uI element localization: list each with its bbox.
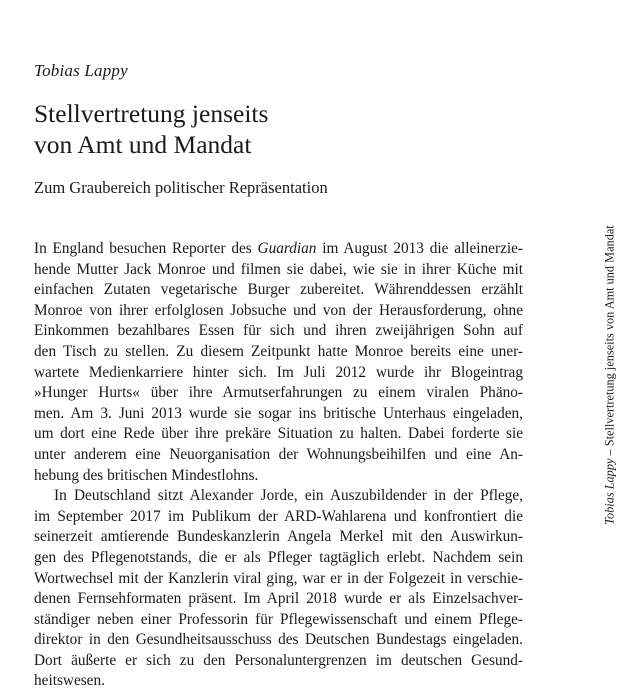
- text-span: im August 2013 die alleinerzie-: [316, 240, 523, 257]
- running-head-author: Tobias Lappy: [602, 458, 617, 525]
- emphasis-publication: Guardian: [257, 240, 317, 257]
- text-line: im September 2017 im Publikum der ARD-Wahlarena und konfrontiert die: [34, 507, 523, 525]
- text-line: gen des Pflegenotstands, die er als Pfleger tagtäglich erlebt. Nachdem sein: [34, 548, 523, 566]
- text-line: Monroe von ihrer erfolglosen Jobsuche und von der Herausforderung, ohne: [34, 301, 523, 319]
- article-author: Tobias Lappy: [34, 61, 128, 80]
- text-line: wartete Medienkarriere hinter sich. Im Juli 2012 wurde ihr Blogeintrag: [34, 363, 523, 381]
- running-head-text: [603, 225, 618, 524]
- body-text: [34, 239, 523, 692]
- text-line: Dort äußerte er sich zu den Personaluntergrenzen im deutschen Gesund-: [34, 651, 523, 669]
- text-line: In Deutschland sitzt Alexander Jorde, ein Auszubildender in der Pflege,: [54, 487, 523, 505]
- paragraph-2: [34, 486, 523, 692]
- text-span: In England besuchen Reporter des: [34, 240, 258, 257]
- title-line: Stellvertretung jenseits: [34, 99, 269, 128]
- running-head-title: Stellvertretung jenseits von Amt und Mandat: [602, 225, 617, 447]
- text-line: hende Mutter Jack Monroe und filmen sie dabei, wie sie in ihrer Küche mit: [34, 260, 523, 278]
- article-subtitle: Zum Graubereich politischer Repräsentation: [34, 178, 328, 197]
- article-title: [34, 98, 268, 160]
- title-line: von Amt und Mandat: [34, 130, 252, 159]
- paragraph-1: [34, 239, 523, 486]
- text-line: [34, 239, 523, 260]
- text-line: heitswesen.: [34, 672, 105, 690]
- text-line: denen Fernsehformaten präsent. Im April 2018 wurde er als Einzelsachver-: [34, 590, 523, 608]
- running-head: [600, 225, 620, 525]
- text-line: den Tisch zu stellen. Zu diesem Zeitpunkt hatte Monroe bereits eine uner-: [34, 342, 523, 360]
- text-line: Einkommen bezahlbares Essen für sich und ihren zweijährigen Sohn auf: [34, 322, 523, 340]
- text-line: hebung des britischen Mindestlohns.: [34, 466, 259, 484]
- running-head-separator: –: [602, 446, 617, 459]
- text-line: ständiger neben einer Professorin für Pflegewissenschaft und einem Pflege-: [34, 610, 523, 628]
- text-line: direktor in den Gesundheitsausschuss des Deutschen Bundestags eingeladen.: [34, 631, 523, 649]
- text-line: einfachen Zutaten vegetarische Burger zubereitet. Währenddessen erzählt: [34, 281, 523, 299]
- text-line: Wortwechsel mit der Kanzlerin viral ging, war er in der Folgezeit in verschie-: [34, 569, 523, 587]
- text-line: men. Am 3. Juni 2013 wurde sie sogar ins britische Unterhaus eingeladen,: [34, 404, 523, 422]
- text-line: »Hunger Hurts« über ihre Armutserfahrungen zu einem viralen Phäno-: [34, 384, 523, 402]
- text-line: seinerzeit amtierende Bundeskanzlerin Angela Merkel mit den Auswirkun-: [34, 528, 523, 546]
- text-line: unter anderem eine Neuorganisation der Wohnungsbeihilfen und eine An-: [34, 445, 523, 463]
- text-line: um dort eine Rede über ihre prekäre Situation zu halten. Dabei forderte sie: [34, 425, 523, 443]
